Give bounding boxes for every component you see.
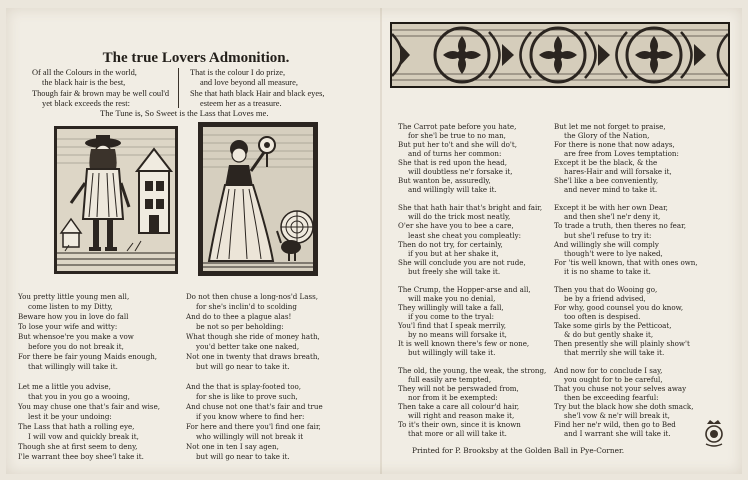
verse-line: And willingly she will comply — [554, 239, 659, 249]
royal-crest-stamp — [702, 418, 726, 452]
verse-line: Then take a care all colour'd hair, — [398, 402, 520, 412]
stanza — [186, 292, 323, 372]
printer-imprint: Printed for P. Brooksby at the Golden Ball in Pye-Corner. — [412, 446, 625, 455]
verse-line: come listen to my Ditty, — [28, 302, 113, 311]
verse-line: She'l like a bee conveniently, — [554, 176, 659, 186]
verse-line: The old, the young, the weak, the strong, — [398, 366, 547, 376]
verse-column-3 — [398, 122, 546, 439]
verse-line: lest it be your undoing: — [28, 412, 112, 421]
intro-left — [32, 68, 169, 110]
verse-line: but willingly will take it. — [408, 348, 496, 358]
verse-line: Find her ne'r wild, then go to Bed — [554, 420, 676, 430]
stanza — [554, 122, 698, 194]
woodcut-gentleman — [54, 126, 178, 274]
verse-line: she'l vow & ne'r will break it, — [564, 411, 670, 421]
verse-line: be not so per beholding: — [196, 322, 284, 331]
verse-line: Except it be with her own Dear, — [554, 203, 668, 213]
intro-line: She that hath black Hair and black eyes, — [190, 88, 325, 98]
center-fold — [380, 8, 382, 474]
verse-line: will doubtless ne'r forsake it, — [408, 167, 513, 177]
woodcut-lady — [198, 122, 318, 276]
stanza — [398, 285, 546, 357]
verse-line: For there be fair young Maids enough, — [18, 352, 158, 361]
verse-line: And chuse not one that's fair and true — [186, 402, 323, 411]
verse-line: and willingly will take it. — [408, 185, 497, 195]
verse-line: for she's inclin'd to scolding — [196, 302, 297, 311]
verse-line: Then presently she will plainly show't — [554, 339, 690, 349]
verse-line: They will not be perswaded from, — [398, 384, 519, 394]
stanza — [18, 292, 160, 372]
verse-line: and of turns her common: — [408, 149, 502, 159]
verse-line: if you but at her shake it, — [408, 248, 499, 258]
verse-line: and then she'l ne'r deny it, — [564, 212, 661, 222]
ornamental-band — [390, 22, 730, 88]
verse-line: you ought for to be careful, — [564, 375, 663, 385]
verse-line: nor from it be exempted: — [408, 393, 498, 403]
verse-line: They willingly will take a fall, — [398, 302, 504, 312]
verse-line: if you know where to find her: — [196, 412, 305, 421]
verse-column-1 — [18, 292, 160, 462]
verse-line: by no means will forsake it, — [408, 329, 507, 339]
verse-line: To trade a truth, then theres no fear, — [554, 221, 686, 231]
ballad-title: The true Lovers Admonition. — [102, 50, 290, 66]
verse-line: will right and reason make it, — [408, 411, 515, 421]
verse-line: What though she ride of money hath, — [186, 332, 320, 341]
intro-divider — [178, 68, 179, 108]
stanza — [398, 366, 546, 438]
verse-line: who willingly will not break it — [196, 432, 304, 441]
verse-line: but freely she will take it. — [408, 266, 501, 276]
verse-line: before you do not break it, — [28, 342, 124, 351]
verse-line: and never mind to take it. — [564, 185, 658, 195]
verse-line: that merrily she will take it. — [564, 348, 665, 358]
verse-line: She that hath hair that's bright and fair, — [398, 203, 543, 213]
verse-line: For here and there you'l find one fair, — [186, 422, 321, 431]
verse-line: but will go near to take it. — [196, 452, 290, 461]
stanza — [186, 382, 323, 462]
verse-line: I will vow and quickly break it, — [28, 432, 139, 441]
tune-line: The Tune is, So Sweet is the Lass that Loves me. — [100, 108, 269, 118]
intro-line: and love beyond all measure, — [200, 78, 298, 88]
verse-line: You pretty little young men all, — [18, 292, 130, 301]
intro-right — [190, 68, 324, 110]
verse-line: It is well known there's few or none, — [398, 339, 530, 349]
verse-line: that you in you go a wooing, — [28, 392, 130, 401]
verse-line: hares-Hair and will forsake it, — [564, 167, 672, 177]
intro-line: yet black exceeds the rest: — [42, 99, 130, 109]
verse-line: And now for to conclude I say, — [554, 366, 663, 376]
verse-line: though't were to lye naked, — [564, 248, 663, 258]
verse-line: The Lass that hath a rolling eye, — [18, 422, 135, 431]
intro-line: esteem her as a treasure. — [200, 99, 282, 109]
intro-line: Of all the Colours in the world, — [32, 68, 137, 77]
verse-line: for she'l be true to no man, — [408, 131, 506, 141]
verse-column-2 — [186, 292, 323, 462]
verse-line: & do but gently shake it, — [564, 329, 654, 339]
verse-line: Not one in ten I say agen, — [186, 442, 279, 451]
verse-line: least she cheat you compleatly: — [408, 230, 522, 240]
intro-line: Though fair & brown may be well coul'd — [32, 88, 170, 98]
verse-line: for she is like to prove such, — [196, 392, 298, 401]
verse-line: the Glory of the Nation, — [564, 131, 650, 141]
verse-line: I'le warrant thee boy shee'l take it. — [18, 452, 144, 461]
verse-line: And do to thee a plague alas! — [186, 312, 292, 321]
verse-line: O'er she have you to bee a care, — [398, 221, 514, 231]
verse-line: Beware how you in love do fall — [18, 312, 129, 321]
verse-line: will do the trick most neatly, — [408, 212, 511, 222]
verse-line: full easily are tempted, — [408, 375, 492, 385]
verse-line: But wanton be, assuredly, — [398, 176, 491, 186]
verse-column-4 — [554, 122, 698, 439]
stanza — [554, 366, 698, 438]
stanza — [18, 382, 160, 462]
stanza — [398, 203, 546, 275]
verse-line: Then you that do Wooing go, — [554, 284, 658, 294]
verse-line: She will conclude you are not rude, — [398, 257, 526, 267]
verse-line: are free from Loves temptation: — [564, 149, 679, 159]
intro-line: the black hair is the best, — [42, 78, 126, 88]
verse-line: To lose your wife and witty: — [18, 322, 118, 331]
verse-line: She that is red upon the head, — [398, 158, 508, 168]
intro-line: That is the colour I do prize, — [190, 68, 286, 77]
verse-line: You'l find that I speak merrily, — [398, 320, 507, 330]
verse-line: that more or all will take it. — [408, 429, 507, 439]
stanza — [398, 122, 546, 194]
verse-line: Try but the black how she doth smack, — [554, 402, 694, 412]
verse-line: but she'l refuse to try it: — [564, 230, 652, 240]
verse-line: But put her to't and she will do't, — [398, 140, 517, 150]
verse-line: For there is none that now adays, — [554, 140, 675, 150]
verse-line: But whensoe're you make a vow — [18, 332, 134, 341]
verse-line: Take some girls by the Petticoat, — [554, 320, 672, 330]
verse-line: The Crump, the Hopper-arse and all, — [398, 284, 531, 294]
verse-line: Let me a little you advise, — [18, 382, 111, 391]
verse-line: too often is despised. — [564, 311, 641, 321]
verse-line: But let me not forget to praise, — [554, 122, 666, 131]
verse-line: will make you no denial, — [408, 293, 496, 303]
verse-line: And the that is splay-footed too, — [186, 382, 302, 391]
verse-line: it is no shame to take it. — [564, 266, 651, 276]
verse-line: Though she at first seem to deny, — [18, 442, 138, 451]
verse-line: To it's their own, since it is known — [398, 420, 521, 430]
verse-line: you'd better take one naked, — [196, 342, 300, 351]
verse-line: The Carrot pate before you hate, — [398, 122, 517, 131]
verse-line: then be exceeding fearful: — [564, 393, 659, 403]
verse-line: Do not then chuse a long-nos'd Lass, — [186, 292, 319, 301]
stanza — [554, 203, 698, 275]
verse-line: and I warrant she will take it. — [564, 429, 671, 439]
verse-line: if you come to the tryal: — [408, 311, 495, 321]
verse-line: That you chuse not your selves away — [554, 384, 687, 394]
verse-line: For 'tis well known, that with ones own, — [554, 257, 698, 267]
verse-line: Then do not try, for certainly, — [398, 239, 503, 249]
verse-line: Not one in twenty that draws breath, — [186, 352, 320, 361]
verse-line: but will go near to take it. — [196, 362, 290, 371]
verse-line: be by a friend advised, — [564, 293, 646, 303]
stanza — [554, 285, 698, 357]
verse-line: You may chuse one that's fair and wise, — [18, 402, 161, 411]
verse-line: Except it be the black, & the — [554, 158, 658, 168]
verse-line: that willingly will take it. — [28, 362, 118, 371]
verse-line: For why, good counsel you do know, — [554, 302, 684, 312]
